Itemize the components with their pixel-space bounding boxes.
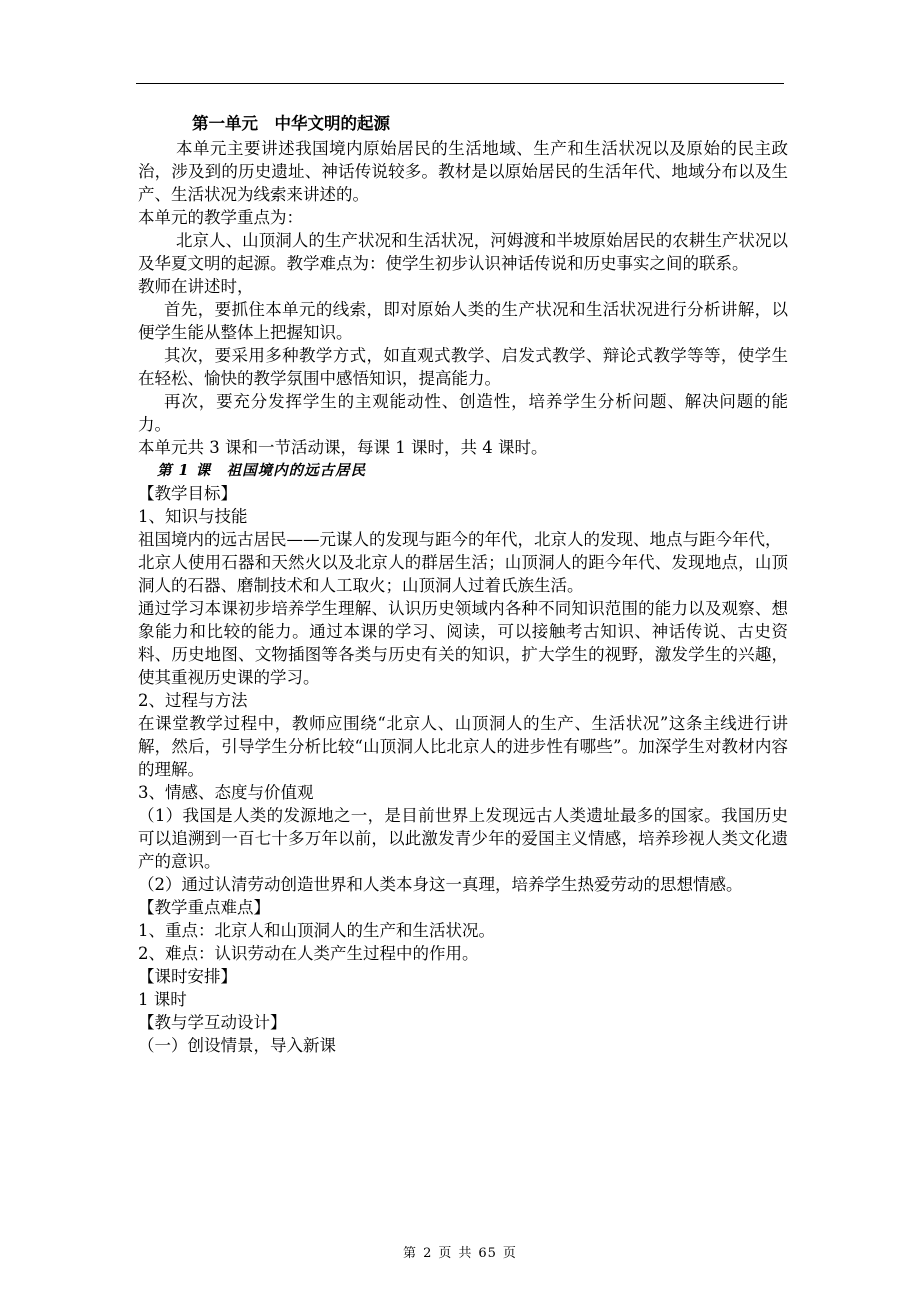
page-footer [0,1242,920,1261]
second-paragraph: 其次，要采用多种教学方式，如直观式教学、启发式教学、辩论式教学等等，使学生在轻松、愉快的教学氛围中感悟知识，提高能力。 [138,346,788,388]
schedule-value: 1 课时 [138,990,187,1009]
unit-title: 第一单元 中华文明的起源 [192,114,390,133]
section-heading-key-points: 【教学重点难点】 [138,898,270,917]
summary-paragraph: 本单元共 3 课和一节活动课，每课 1 课时，共 4 课时。 [138,438,548,457]
document-body [138,109,788,1057]
total-pages: 65 [478,1246,497,1261]
first-paragraph: 首先，要抓住本单元的线索，即对原始人类的生产状况和生活状况进行分析讲解，以便学生能从整体上把握知识。 [138,300,788,342]
third-paragraph: 再次，要充分发挥学生的主观能动性、创造性，培养学生分析问题、解决问题的能力。 [138,392,788,434]
focus-paragraph: 北京人、山顶洞人的生产状况和生活状况，河姆渡和半坡原始居民的农耕生产状况以及华夏文明的起源。教学难点为：使学生初步认识神话传说和历史事实之间的联系。 [138,231,788,273]
footer-prefix: 第 [403,1246,418,1261]
goal3-heading: 3、情感、态度与价值观 [138,783,314,802]
lesson-title: 第 1 课 祖国境内的远古居民 [157,462,367,479]
section-heading-goals: 【教学目标】 [138,484,237,503]
page-number: 2 [423,1246,433,1261]
intro-paragraph: 本单元主要讲述我国境内原始居民的生活地域、生产和生活状况以及原始的民主政治，涉及到的历史遗址、神话传说较多。教材是以原始居民的生活年代、地域分布以及生产、生活状况为线索来讲述的。 [138,139,788,204]
teacher-label: 教师在讲述时， [138,277,254,296]
footer-page-unit: 页 [438,1246,453,1261]
key-point-1: 1、重点：北京人和山顶洞人的生产和生活状况。 [138,921,495,940]
focus-label: 本单元的教学重点为： [138,208,303,227]
goal3-paragraph-1: （1）我国是人类的发源地之一，是目前世界上发现远古人类遗址最多的国家。我国历史可以追溯到一百七十多万年以前，以此激发青少年的爱国主义情感，培养珍视人类文化遗产的意识。 [138,806,788,871]
header-rule [136,83,784,84]
section-heading-schedule: 【课时安排】 [138,967,237,986]
goal1-paragraph-1: 祖国境内的远古居民——元谋人的发现与距今的年代，北京人的发现、地点与距今年代， [138,530,782,549]
footer-total-prefix: 共 [458,1246,473,1261]
section-heading-design: 【教与学互动设计】 [138,1013,287,1032]
goal1-paragraph-3: 通过学习本课初步培养学生理解、认识历史领域内各种不同知识范围的能力以及观察、想象能力和比较的能力。通过本课的学习、阅读，可以接触考古知识、神话传说、古史资料、历史地图、文物插图等各类与历史有关的知识，扩大学生的视野，激发学生的兴趣，使其重视历史课的学习。 [138,599,788,687]
footer-total-unit: 页 [502,1246,517,1261]
key-point-2: 2、难点：认识劳动在人类产生过程中的作用。 [138,944,479,963]
design-step-1: （一）创设情景，导入新课 [138,1036,336,1055]
goal2-heading: 2、过程与方法 [138,691,248,710]
goal3-paragraph-2: （2）通过认清劳动创造世界和人类本身这一真理，培养学生热爱劳动的思想情感。 [138,875,743,894]
goal1-paragraph-2: 北京人使用石器和天然火以及北京人的群居生活；山顶洞人的距今年代、发现地点，山顶洞人的石器、磨制技术和人工取火；山顶洞人过着氏族生活。 [138,553,788,595]
goal2-paragraph: 在课堂教学过程中，教师应围绕“北京人、山顶洞人的生产、生活状况”这条主线进行讲解，然后，引导学生分析比较“山顶洞人比北京人的进步性有哪些”。加深学生对教材内容的理解。 [138,714,788,779]
goal1-heading: 1、知识与技能 [138,507,248,526]
